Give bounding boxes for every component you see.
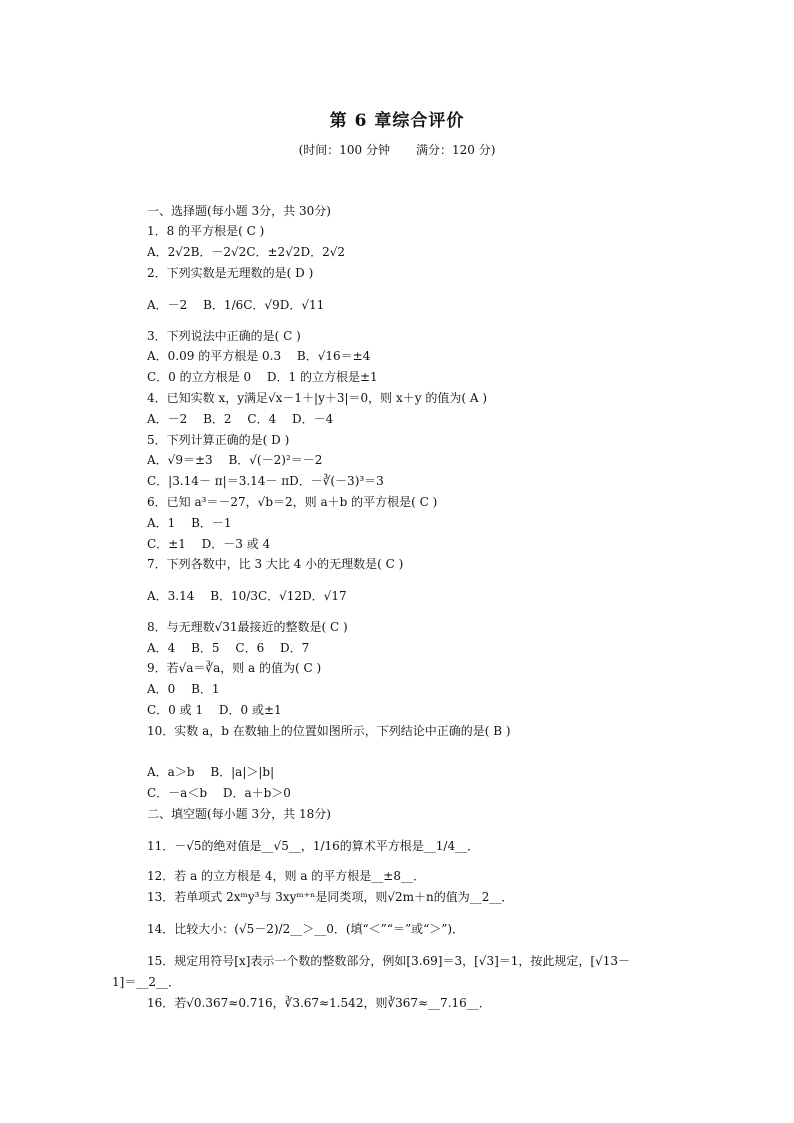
page-title: 第 6 章综合评价	[329, 111, 465, 131]
question-1-options: A．2√2B．－2√2C．±2√2D．2√2	[147, 245, 346, 259]
section-heading-fill: 二、填空题(每小题 3分，共 18分)	[147, 807, 331, 821]
question-7: 7．下列各数中，比 3 大比 4 小的无理数是( C )	[147, 557, 404, 571]
exam-info	[0, 141, 794, 158]
question-5-options-ab: A．√9＝±3 B．√(－2)²＝－2	[147, 453, 323, 467]
question-4: 4．已知实数 x，y满足√x－1＋|y＋3|＝0，则 x＋y 的值为( A )	[147, 391, 488, 405]
question-6-options-ab: A．1 B．－1	[147, 516, 232, 530]
question-10-options-cd: C．－a＜b D．a＋b＞0	[147, 786, 291, 800]
question-5: 5．下列计算正确的是( D )	[147, 433, 290, 447]
question-7-options: A．3.14 B．10/3C．√12D．√17	[147, 589, 347, 603]
question-16: 16．若√0.367≈0.716，∛3.67≈1.542，则∛367≈__7.16__．	[147, 996, 491, 1010]
question-6-options-cd: C．±1 D．－3 或 4	[147, 537, 271, 551]
question-9: 9．若√a＝∛a，则 a 的值为( C )	[147, 661, 322, 675]
question-15-cont: 1]＝__2__．	[112, 975, 180, 989]
time-limit: (时间：100 分钟	[298, 143, 390, 157]
question-8-options: A．4 B．5 C．6 D．7	[147, 641, 310, 655]
question-3-options-cd: C．0 的立方根是 0 D．1 的立方根是±1	[147, 370, 378, 384]
question-6: 6．已知 a³＝－27，√b＝2，则 a＋b 的平方根是( C )	[147, 495, 438, 509]
question-9-options-cd: C．0 或 1 D．0 或±1	[147, 703, 282, 717]
question-5-options-cd: C．|3.14－ π|＝3.14－ πD．－∛(－3)³＝3	[147, 474, 384, 488]
question-3: 3．下列说法中正确的是( C )	[147, 329, 301, 343]
question-9-options-ab: A．0 B．1	[147, 682, 220, 696]
question-12: 12．若 a 的立方根是 4，则 a 的平方根是__±8__．	[147, 869, 425, 883]
question-11: 11．－√5的绝对值是__√5__，1/16的算术平方根是__1/4__．	[147, 839, 480, 853]
question-2: 2．下列实数是无理数的是( D )	[147, 266, 314, 280]
question-3-options-ab: A．0.09 的平方根是 0.3 B．√16＝±4	[147, 349, 371, 363]
section-heading-choice: 一、选择题(每小题 3分，共 30分)	[147, 204, 331, 218]
question-14: 14．比较大小：(√5－2)/2__＞__0．(填“＜”“＝”或“＞”)．	[147, 922, 465, 936]
question-8: 8．与无理数√31最接近的整数是( C )	[147, 620, 348, 634]
question-2-options: A．－2 B．1/6C．√9D．√11	[147, 298, 325, 312]
question-4-options: A．－2 B．2 C．4 D．－4	[147, 412, 334, 426]
question-15: 15．规定用符号[x]表示一个数的整数部分，例如[3.69]＝3，[√3]＝1，按此规定，[√13－	[147, 954, 630, 968]
question-10-options-ab: A．a＞b B．|a|＞|b|	[147, 765, 275, 779]
full-score: 满分：120 分)	[416, 143, 496, 157]
question-13: 13．若单项式 2xᵐy³与 3xyᵐ⁺ⁿ是同类项，则√2m＋n的值为__2__．	[147, 890, 514, 904]
question-1: 1．8 的平方根是( C )	[147, 224, 265, 238]
question-10: 10．实数 a，b 在数轴上的位置如图所示，下列结论中正确的是( B )	[147, 724, 511, 738]
